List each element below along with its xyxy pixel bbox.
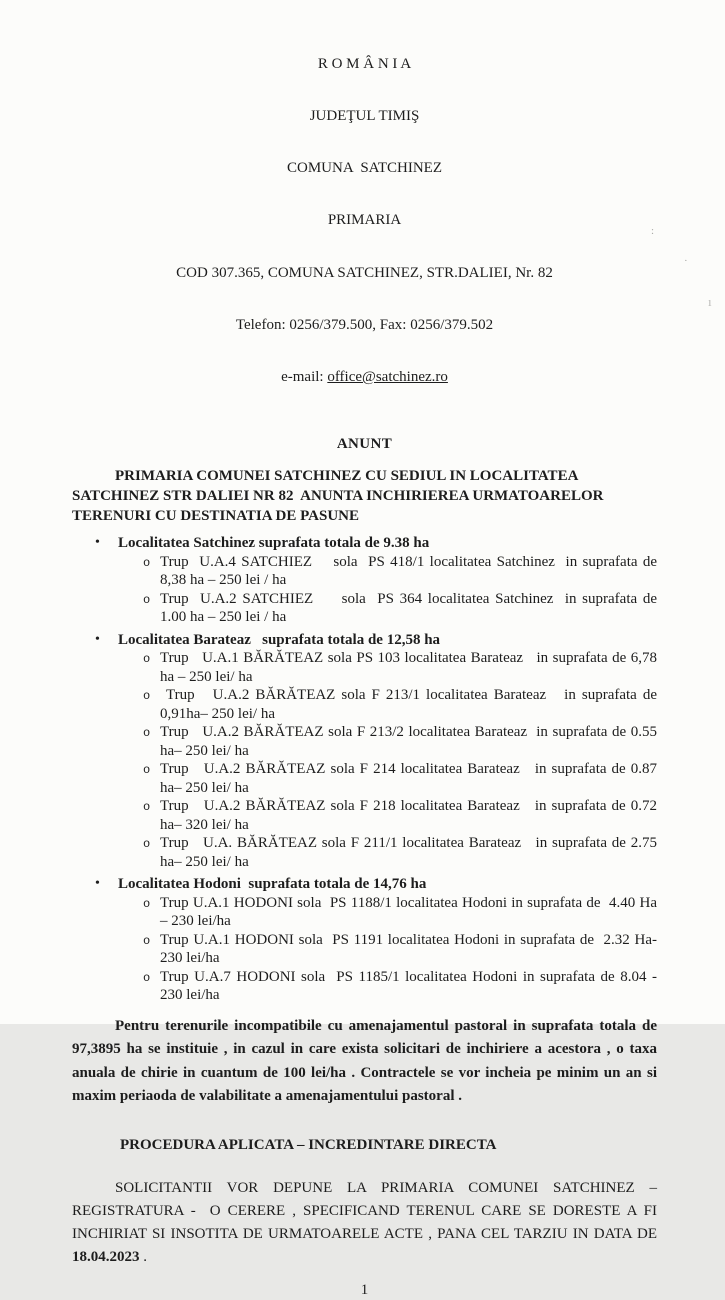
- land-plot-text: Trup U.A.2 BĂRĂTEAZ sola F 213/1 localitatea Barateaz in suprafata de 0,91ha– 250 lei/ ha: [160, 687, 661, 722]
- letterhead-email-line: [72, 369, 657, 386]
- procedure-heading: PROCEDURA APLICATA – INCREDINTARE DIRECTA: [120, 1136, 497, 1153]
- land-plot-item: [143, 968, 665, 1005]
- letterhead-institution: PRIMARIA: [327, 212, 402, 229]
- land-plot-item: [143, 760, 661, 797]
- sub-bullet-icon: o: [143, 933, 151, 948]
- letterhead-address: COD 307.365, COMUNA SATCHINEZ, STR.DALIEI, Nr. 82: [176, 264, 553, 281]
- letterhead: [72, 21, 657, 421]
- sub-bullet-icon: o: [143, 837, 151, 852]
- sub-bullet-icon: o: [143, 726, 151, 741]
- land-plot-text: Trup U.A.2 SATCHIEZ sola PS 364 localitatea Satchinez in suprafata de 1.00 ha – 250 lei / ha: [160, 590, 665, 626]
- submission-suffix: .: [139, 1248, 147, 1265]
- submission-paragraph: [72, 1177, 661, 1269]
- bullet-icon: •: [95, 535, 100, 551]
- land-plot-item: [143, 797, 661, 834]
- bullet-icon: •: [95, 631, 100, 647]
- sub-bullet-icon: o: [143, 763, 151, 778]
- sub-bullet-icon: o: [143, 800, 151, 815]
- announcement-title: ANUNT: [336, 436, 393, 453]
- letterhead-county: JUDEŢUL TIMIŞ: [309, 108, 420, 125]
- locality-section-hodoni: [72, 875, 665, 1005]
- letterhead-phone-fax: Telefon: 0256/379.500, Fax: 0256/379.502: [235, 316, 494, 333]
- deadline-date: 18.04.2023: [72, 1248, 140, 1265]
- sub-bullet-icon: o: [143, 555, 151, 570]
- email-address: office@satchinez.ro: [327, 369, 448, 386]
- land-plot-item: [143, 686, 661, 723]
- page-number: 1: [360, 1281, 369, 1298]
- locality-heading: Localitatea Barateaz suprafata totala de 12,58 ha: [118, 631, 441, 648]
- letterhead-country: R O M Â N I A: [317, 55, 412, 72]
- land-plot-item: [143, 931, 661, 968]
- pastoral-paragraph: Pentru terenurile incompatibile cu amenajamentul pastoral in suprafata totala de 97,3895 ha se instituie , in cazul in care exista solicitari de inchiriere a acestora , o taxa anuala de chirie in cuantum de 100 lei/ha . Contractele se vor incheia pe minim un an si maxim periaoda de valabilitate a amenajamentului pastoral .: [72, 1017, 661, 1105]
- land-plot-text: Trup U.A.1 BĂRĂTEAZ sola PS 103 localitatea Barateaz in suprafata de 6,78 ha – 250 lei/ ha: [160, 650, 661, 685]
- land-plot-text: Trup U.A. BĂRĂTEAZ sola F 211/1 localitatea Barateaz in suprafata de 2.75 ha– 250 lei/ ha: [160, 835, 661, 870]
- scan-artifact: ı: [708, 294, 712, 309]
- land-plot-item: [143, 649, 661, 686]
- letterhead-commune: COMUNA SATCHINEZ: [286, 160, 442, 177]
- land-plot-item: [143, 553, 665, 590]
- sub-bullet-icon: o: [143, 689, 151, 704]
- locality-heading: Localitatea Hodoni suprafata totala de 14,76 ha: [118, 876, 427, 893]
- land-plot-text: Trup U.A.4 SATCHIEZ sola PS 418/1 localitatea Satchinez in suprafata de 8,38 ha – 250 lei / ha: [160, 553, 665, 589]
- land-plot-item: [143, 834, 661, 871]
- email-label: e-mail:: [281, 369, 328, 386]
- locality-heading-row: [95, 875, 657, 894]
- locality-heading-row: [95, 631, 657, 650]
- sub-bullet-icon: o: [143, 970, 151, 985]
- submission-body: SOLICITANTII VOR DEPUNE LA PRIMARIA COMUNEI SATCHINEZ – REGISTRATURA - O CERERE , SPECIFICAND TERENUL CARE SE DORESTE A FI INCHIRIAT SI INSOTITA DE URMATOARELE ACTE , PANA CEL TARZIU IN DATA DE: [72, 1179, 661, 1242]
- land-plot-text: Trup U.A.2 BĂRĂTEAZ sola F 214 localitatea Barateaz in suprafata de 0.87 ha– 250 lei/ ha: [160, 761, 661, 796]
- land-plot-text: Trup U.A.7 HODONI sola PS 1185/1 localitatea Hodoni in suprafata de 8.04 - 230 lei/ha: [160, 968, 665, 1004]
- bullet-icon: •: [95, 876, 100, 892]
- locality-heading-row: [95, 534, 657, 553]
- land-plot-text: Trup U.A.2 BĂRĂTEAZ sola F 213/2 localitatea Barateaz in suprafata de 0.55 ha– 250 lei/ ha: [160, 724, 661, 759]
- locality-section-satchinez: [72, 534, 665, 627]
- land-plot-text: Trup U.A.1 HODONI sola PS 1188/1 localitatea Hodoni in suprafata de 4.40 Ha – 230 lei/ha: [160, 894, 661, 930]
- sub-bullet-icon: o: [143, 592, 151, 607]
- locality-section-barateaz: [72, 631, 661, 872]
- land-plot-item: [143, 723, 661, 760]
- scan-artifact: :: [651, 225, 655, 237]
- land-plot-text: Trup U.A.1 HODONI sola PS 1191 localitatea Hodoni in suprafata de 2.32 Ha- 230 lei/ha: [160, 931, 661, 967]
- scan-artifact: ·: [684, 255, 688, 267]
- announcement-intro: PRIMARIA COMUNEI SATCHINEZ CU SEDIUL IN LOCALITATEA SATCHINEZ STR DALIEI NR 82 ANUNTA INCHIRIEREA URMATOARELOR TERENURI CU DESTINATIA DE PASUNE: [72, 468, 611, 525]
- land-plot-text: Trup U.A.2 BĂRĂTEAZ sola F 218 localitatea Barateaz in suprafata de 0.72 ha– 320 lei/ ha: [160, 798, 661, 833]
- locality-heading: Localitatea Satchinez suprafata totala de 9.38 ha: [118, 535, 430, 552]
- land-plot-item: [143, 590, 665, 627]
- sub-bullet-icon: o: [143, 896, 151, 911]
- sub-bullet-icon: o: [143, 652, 151, 667]
- land-plot-item: [143, 894, 661, 931]
